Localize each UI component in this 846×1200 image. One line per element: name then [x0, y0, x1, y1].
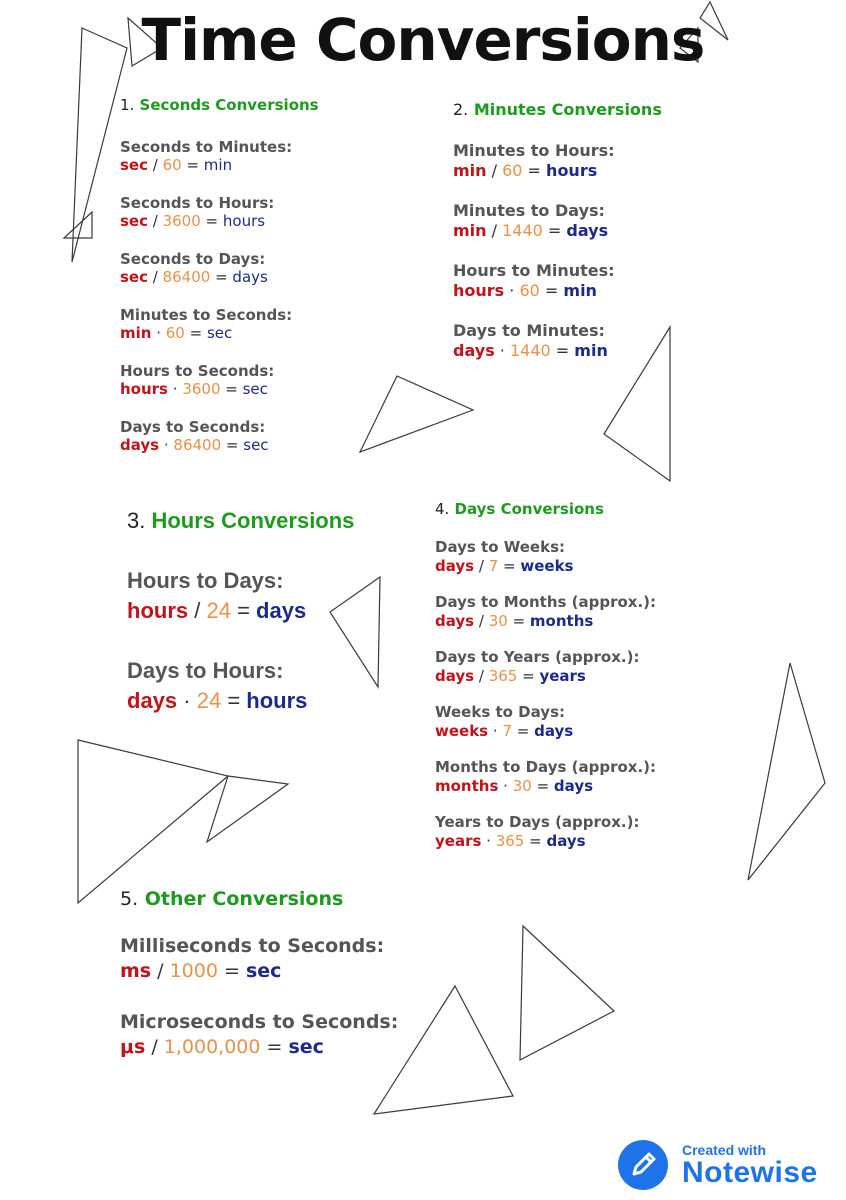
result-unit: min: [574, 341, 608, 360]
conversion-label: Hours to Minutes:: [453, 261, 615, 280]
conversion-formula: [453, 161, 662, 181]
operator: ·: [159, 436, 174, 454]
conversion-formula: [120, 380, 319, 398]
conversion-formula: [127, 686, 354, 716]
conversion-formula: [120, 436, 319, 454]
result-unit: sec: [206, 324, 233, 342]
operator: /: [188, 598, 207, 623]
equals-sign: =: [511, 722, 535, 740]
conversion-label: Days to Years (approx.):: [435, 648, 640, 666]
triangle-shape: [360, 376, 473, 452]
equals-sign: =: [550, 341, 575, 360]
source-unit: sec: [120, 268, 148, 286]
section-name: Hours Conversions: [151, 508, 355, 533]
conversion-item: [127, 656, 354, 716]
conversion-formula: [435, 832, 656, 851]
conversion-item: [435, 813, 656, 851]
factor-number: 30: [512, 777, 532, 795]
conversion-item: [120, 1010, 398, 1060]
section-number: 2.: [453, 100, 469, 119]
conversion-item: [120, 138, 319, 174]
source-unit: months: [435, 777, 499, 795]
equals-sign: =: [524, 832, 547, 850]
conversion-item: [120, 418, 319, 454]
result-unit: months: [529, 612, 594, 630]
operator: ·: [168, 380, 183, 398]
conversion-formula: [453, 221, 662, 241]
triangle-shape: [520, 926, 614, 1060]
factor-number: 7: [488, 557, 499, 575]
section-other-conversions: [120, 888, 398, 1086]
factor-number: 3600: [162, 212, 201, 230]
section-heading: [453, 100, 662, 119]
source-unit: hours: [120, 380, 168, 398]
result-unit: days: [566, 221, 609, 240]
source-unit: days: [435, 612, 475, 630]
result-unit: weeks: [520, 557, 574, 575]
result-unit: min: [203, 156, 233, 174]
section-name: Other Conversions: [144, 888, 344, 910]
equals-sign: =: [200, 212, 223, 230]
factor-number: 60: [162, 156, 182, 174]
section-hours-conversions: [127, 508, 354, 746]
equals-sign: =: [498, 557, 521, 575]
source-unit: min: [120, 324, 152, 342]
conversion-list: [435, 538, 656, 851]
conversion-label: Days to Seconds:: [120, 418, 266, 436]
conversion-label: Hours to Days:: [127, 568, 284, 593]
conversion-item: [435, 758, 656, 796]
created-with-notewise-badge[interactable]: [618, 1138, 833, 1192]
conversion-formula: [435, 667, 656, 686]
conversion-item: [120, 362, 319, 398]
section-seconds-conversions: [120, 96, 319, 474]
result-unit: days: [256, 598, 307, 623]
result-unit: days: [546, 832, 586, 850]
factor-number: 3600: [182, 380, 221, 398]
source-unit: sec: [120, 156, 148, 174]
factor-number: 24: [206, 598, 231, 623]
equals-sign: =: [221, 436, 244, 454]
conversion-item: [120, 934, 398, 984]
operator: /: [486, 161, 503, 180]
conversion-item: [120, 194, 319, 230]
equals-sign: =: [221, 688, 247, 713]
operator: /: [148, 268, 163, 286]
conversion-formula: [435, 557, 656, 576]
result-unit: days: [232, 268, 268, 286]
conversion-item: [120, 250, 319, 286]
section-heading: [120, 96, 319, 114]
equals-sign: =: [522, 161, 547, 180]
conversion-list: [120, 138, 319, 454]
conversion-item: [453, 261, 662, 301]
source-unit: min: [453, 221, 487, 240]
operator: /: [151, 960, 170, 982]
conversion-item: [435, 648, 656, 686]
operator: /: [145, 1036, 164, 1058]
factor-number: 1440: [509, 341, 551, 360]
conversion-formula: [127, 596, 354, 626]
conversion-list: [453, 141, 662, 361]
operator: ·: [498, 777, 513, 795]
factor-number: 7: [502, 722, 512, 740]
operator: /: [148, 212, 163, 230]
result-unit: min: [563, 281, 597, 300]
factor-number: 365: [488, 667, 518, 685]
equals-sign: =: [181, 156, 204, 174]
operator: ·: [481, 832, 496, 850]
source-unit: sec: [120, 212, 148, 230]
equals-sign: =: [220, 380, 243, 398]
factor-number: 30: [488, 612, 508, 630]
result-unit: hours: [246, 688, 308, 713]
source-unit: years: [435, 832, 482, 850]
conversion-label: Hours to Seconds:: [120, 362, 275, 380]
conversion-label: Years to Days (approx.):: [435, 813, 640, 831]
conversion-formula: [453, 281, 662, 301]
triangle-shape: [64, 212, 92, 238]
section-number: 1.: [120, 96, 135, 114]
operator: ·: [488, 722, 503, 740]
section-number: 4.: [435, 500, 450, 518]
source-unit: days: [435, 557, 475, 575]
result-unit: days: [534, 722, 574, 740]
result-unit: sec: [243, 436, 269, 454]
section-heading: [120, 888, 398, 910]
conversion-list: [120, 934, 398, 1060]
source-unit: ms: [120, 960, 152, 982]
triangle-shape: [207, 776, 288, 842]
pencil-icon: [618, 1140, 668, 1190]
conversion-label: Days to Weeks:: [435, 538, 565, 556]
factor-number: 86400: [162, 268, 211, 286]
conversion-item: [453, 201, 662, 241]
created-with-label: Created with: [682, 1142, 767, 1158]
result-unit: sec: [242, 380, 268, 398]
source-unit: hours: [453, 281, 505, 300]
section-minutes-conversions: [453, 100, 662, 381]
equals-sign: =: [507, 612, 530, 630]
conversion-item: [453, 321, 662, 361]
operator: /: [486, 221, 503, 240]
section-days-conversions: [435, 500, 656, 868]
conversion-label: Days to Minutes:: [453, 321, 605, 340]
conversion-label: Minutes to Seconds:: [120, 306, 293, 324]
conversion-label: Months to Days (approx.):: [435, 758, 657, 776]
factor-number: 24: [196, 688, 222, 713]
triangle-shape: [78, 740, 228, 903]
equals-sign: =: [260, 1036, 289, 1058]
result-unit: days: [553, 777, 594, 795]
equals-sign: =: [184, 324, 207, 342]
conversion-formula: [435, 612, 656, 631]
conversion-label: Microseconds to Seconds:: [120, 1011, 399, 1033]
page-title: Time Conversions: [141, 6, 705, 74]
source-unit: days: [127, 688, 178, 713]
source-unit: μs: [120, 1036, 146, 1058]
conversion-item: [435, 593, 656, 631]
conversion-formula: [435, 777, 656, 796]
operator: /: [474, 612, 489, 630]
operator: ·: [177, 688, 197, 713]
section-heading: [127, 508, 354, 534]
conversion-label: Seconds to Days:: [120, 250, 266, 268]
conversion-item: [127, 566, 354, 626]
result-unit: sec: [288, 1036, 324, 1058]
factor-number: 365: [495, 832, 525, 850]
conversion-item: [120, 306, 319, 342]
equals-sign: =: [531, 777, 554, 795]
section-number: 3.: [127, 508, 146, 533]
conversion-label: Milliseconds to Seconds:: [120, 935, 385, 957]
notewise-brand: Notewise: [682, 1156, 818, 1189]
result-unit: years: [539, 667, 586, 685]
conversion-formula: [435, 722, 656, 741]
factor-number: 1000: [169, 960, 218, 982]
factor-number: 60: [502, 161, 523, 180]
conversion-item: [453, 141, 662, 181]
conversion-list: [127, 566, 354, 716]
conversion-label: Seconds to Hours:: [120, 194, 275, 212]
conversion-item: [435, 538, 656, 576]
conversion-formula: [453, 341, 662, 361]
factor-number: 60: [165, 324, 185, 342]
factor-number: 1440: [502, 221, 543, 240]
operator: ·: [504, 281, 520, 300]
triangle-shape: [748, 663, 825, 880]
source-unit: weeks: [435, 722, 489, 740]
result-unit: hours: [546, 161, 598, 180]
section-name: Days Conversions: [454, 500, 604, 518]
operator: ·: [151, 324, 166, 342]
equals-sign: =: [230, 598, 257, 623]
section-heading: [435, 500, 656, 518]
factor-number: 1,000,000: [163, 1036, 261, 1058]
conversion-label: Weeks to Days:: [435, 703, 565, 721]
conversion-formula: [120, 212, 319, 230]
equals-sign: =: [517, 667, 540, 685]
conversion-formula: [120, 959, 398, 984]
conversion-label: Days to Months (approx.):: [435, 593, 657, 611]
conversion-item: [435, 703, 656, 741]
conversion-formula: [120, 268, 319, 286]
conversion-label: Minutes to Days:: [453, 201, 605, 220]
conversion-label: Seconds to Minutes:: [120, 138, 293, 156]
operator: ·: [494, 341, 510, 360]
section-name: Minutes Conversions: [473, 100, 662, 119]
source-unit: days: [435, 667, 475, 685]
conversion-label: Minutes to Hours:: [453, 141, 615, 160]
source-unit: days: [453, 341, 495, 360]
section-name: Seconds Conversions: [139, 96, 319, 114]
source-unit: hours: [127, 598, 189, 623]
result-unit: hours: [222, 212, 266, 230]
conversion-label: Days to Hours:: [127, 658, 284, 683]
equals-sign: =: [542, 221, 567, 240]
section-number: 5.: [120, 888, 139, 910]
operator: /: [148, 156, 163, 174]
operator: /: [474, 667, 489, 685]
conversion-formula: [120, 324, 319, 342]
factor-number: 60: [519, 281, 540, 300]
equals-sign: =: [210, 268, 233, 286]
source-unit: min: [453, 161, 487, 180]
operator: /: [474, 557, 489, 575]
result-unit: sec: [245, 960, 282, 982]
conversion-formula: [120, 156, 319, 174]
source-unit: days: [120, 436, 160, 454]
equals-sign: =: [217, 960, 246, 982]
equals-sign: =: [539, 281, 564, 300]
factor-number: 86400: [173, 436, 222, 454]
conversion-formula: [120, 1035, 398, 1060]
